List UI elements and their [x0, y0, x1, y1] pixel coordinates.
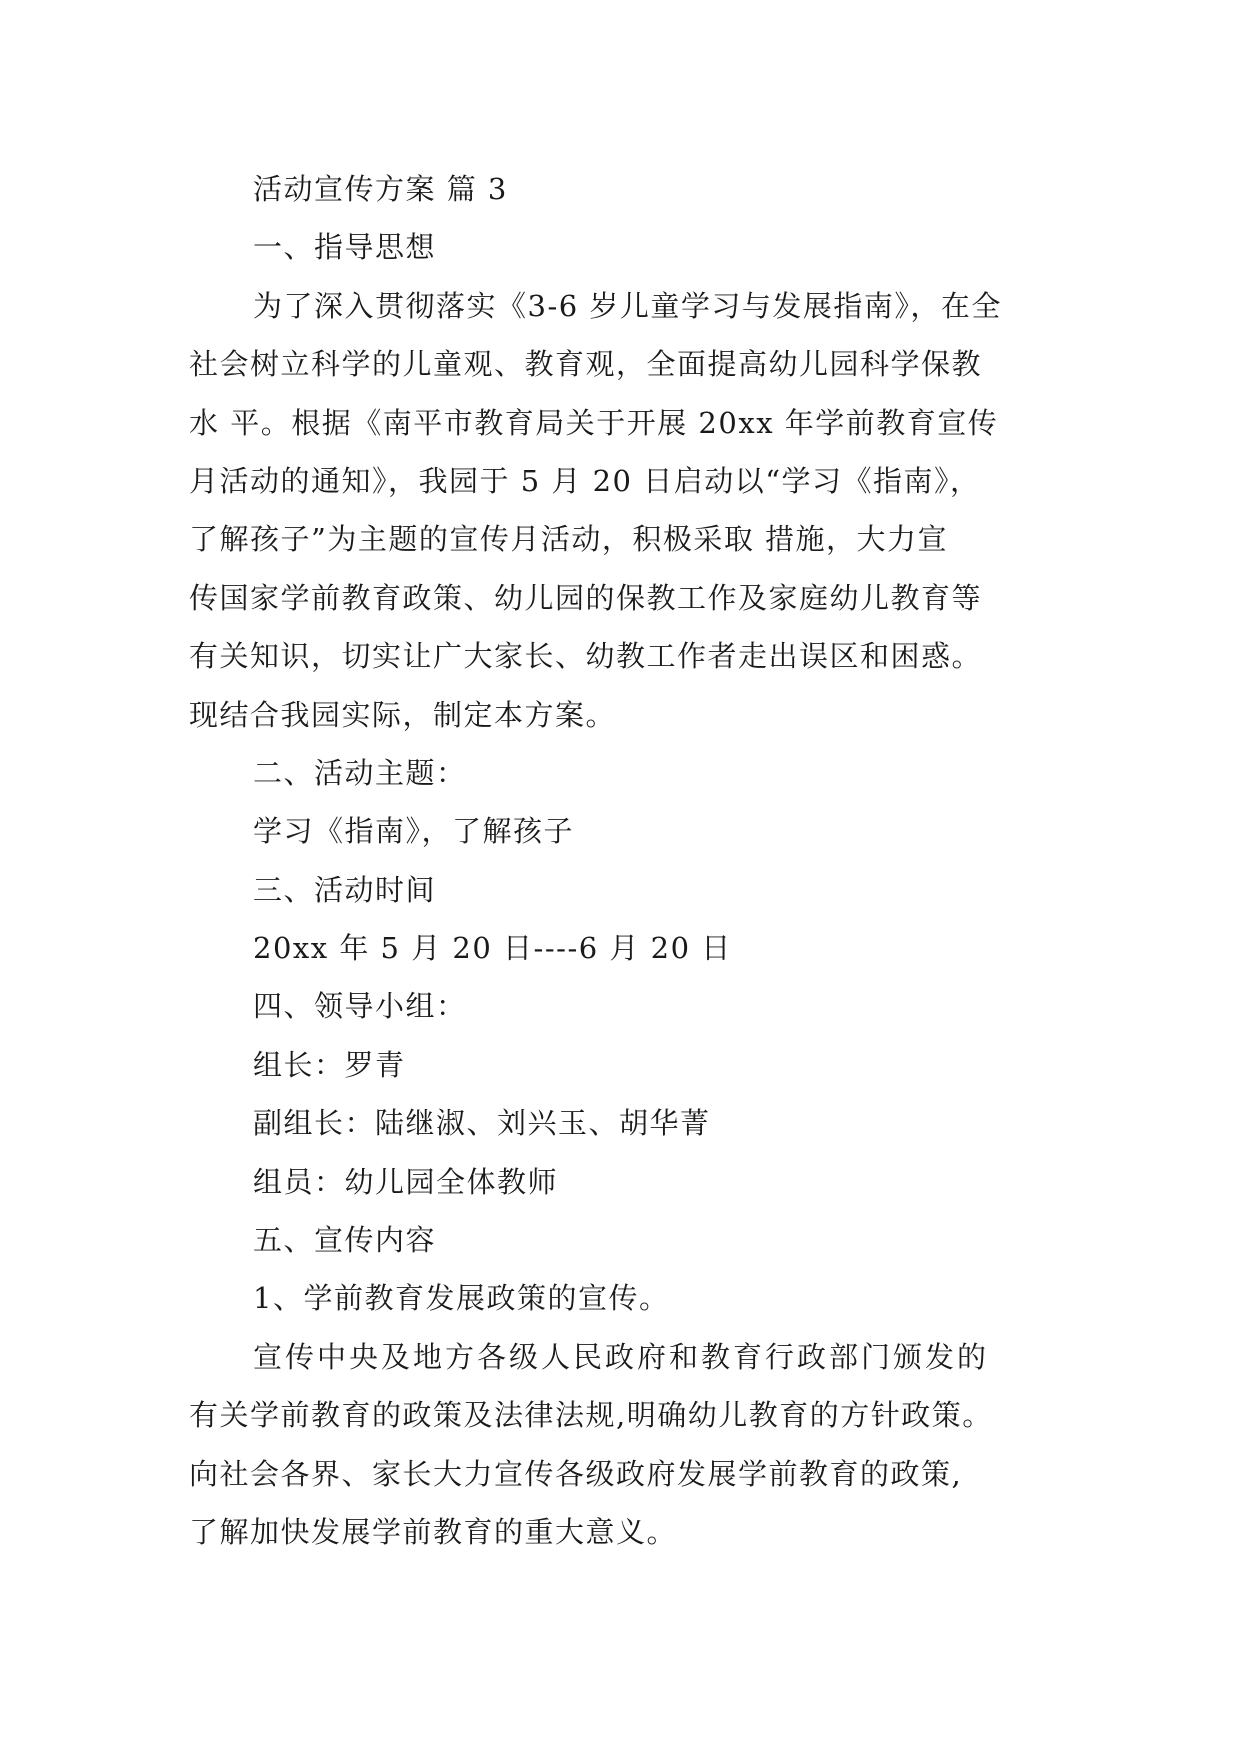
section-heading-activity-theme: 二、活动主题： — [253, 755, 467, 790]
document-title: 活动宣传方案 篇 3 — [253, 172, 508, 206]
paragraph-line: 了解孩子”为主题的宣传月活动，积极采取 措施，大力宣 — [189, 522, 949, 557]
paragraph-line: 有关知识，切实让广大家长、幼教工作者走出误区和困惑。 — [189, 639, 983, 674]
activity-theme-text: 学习《指南》，了解孩子 — [253, 814, 575, 849]
paragraph-line: 传国家学前教育政策、幼儿园的保教工作及家庭幼儿教育等 — [189, 580, 983, 615]
publicity-item-1: 1、学前教育发展政策的宣传。 — [253, 1281, 670, 1316]
paragraph-line: 为了深入贯彻落实《3-6 岁儿童学习与发展指南》，在全 — [253, 288, 1002, 323]
members-text: 组员：幼儿园全体教师 — [253, 1164, 559, 1199]
section-heading-activity-time: 三、活动时间 — [253, 872, 437, 907]
paragraph-line: 现结合我园实际，制定本方案。 — [189, 697, 617, 732]
section-heading-leadership-group: 四、领导小组： — [253, 989, 467, 1024]
paragraph-line: 有关学前教育的政策及法律法规,明确幼儿教育的方针政策。 — [189, 1398, 993, 1433]
section-heading-publicity-content: 五、宣传内容 — [253, 1223, 437, 1258]
paragraph-line: 月活动的通知》，我园于 5 月 20 日启动以“学习《指南》， — [189, 463, 981, 498]
leader-text: 组长：罗青 — [253, 1047, 406, 1082]
document-body — [189, 160, 1049, 1561]
paragraph-line: 了解加快发展学前教育的重大意义。 — [189, 1514, 678, 1549]
section-heading-guiding-ideology: 一、指导思想 — [253, 230, 437, 265]
paragraph-line: 社会树立科学的儿童观、教育观，全面提高幼儿园科学保教 — [189, 347, 983, 382]
paragraph-line: 水 平。根据《南平市教育局关于开展 20xx 年学前教育宣传 — [189, 405, 999, 440]
activity-time-text: 20xx 年 5 月 20 日----6 月 20 日 — [253, 931, 732, 966]
deputy-leader-text: 副组长：陆继淑、刘兴玉、胡华菁 — [253, 1106, 711, 1141]
paragraph-line: 宣传中央及地方各级人民政府和教育行政部门颁发的 — [253, 1339, 990, 1374]
paragraph-line: 向社会各界、家长大力宣传各级政府发展学前教育的政策, — [189, 1456, 963, 1491]
